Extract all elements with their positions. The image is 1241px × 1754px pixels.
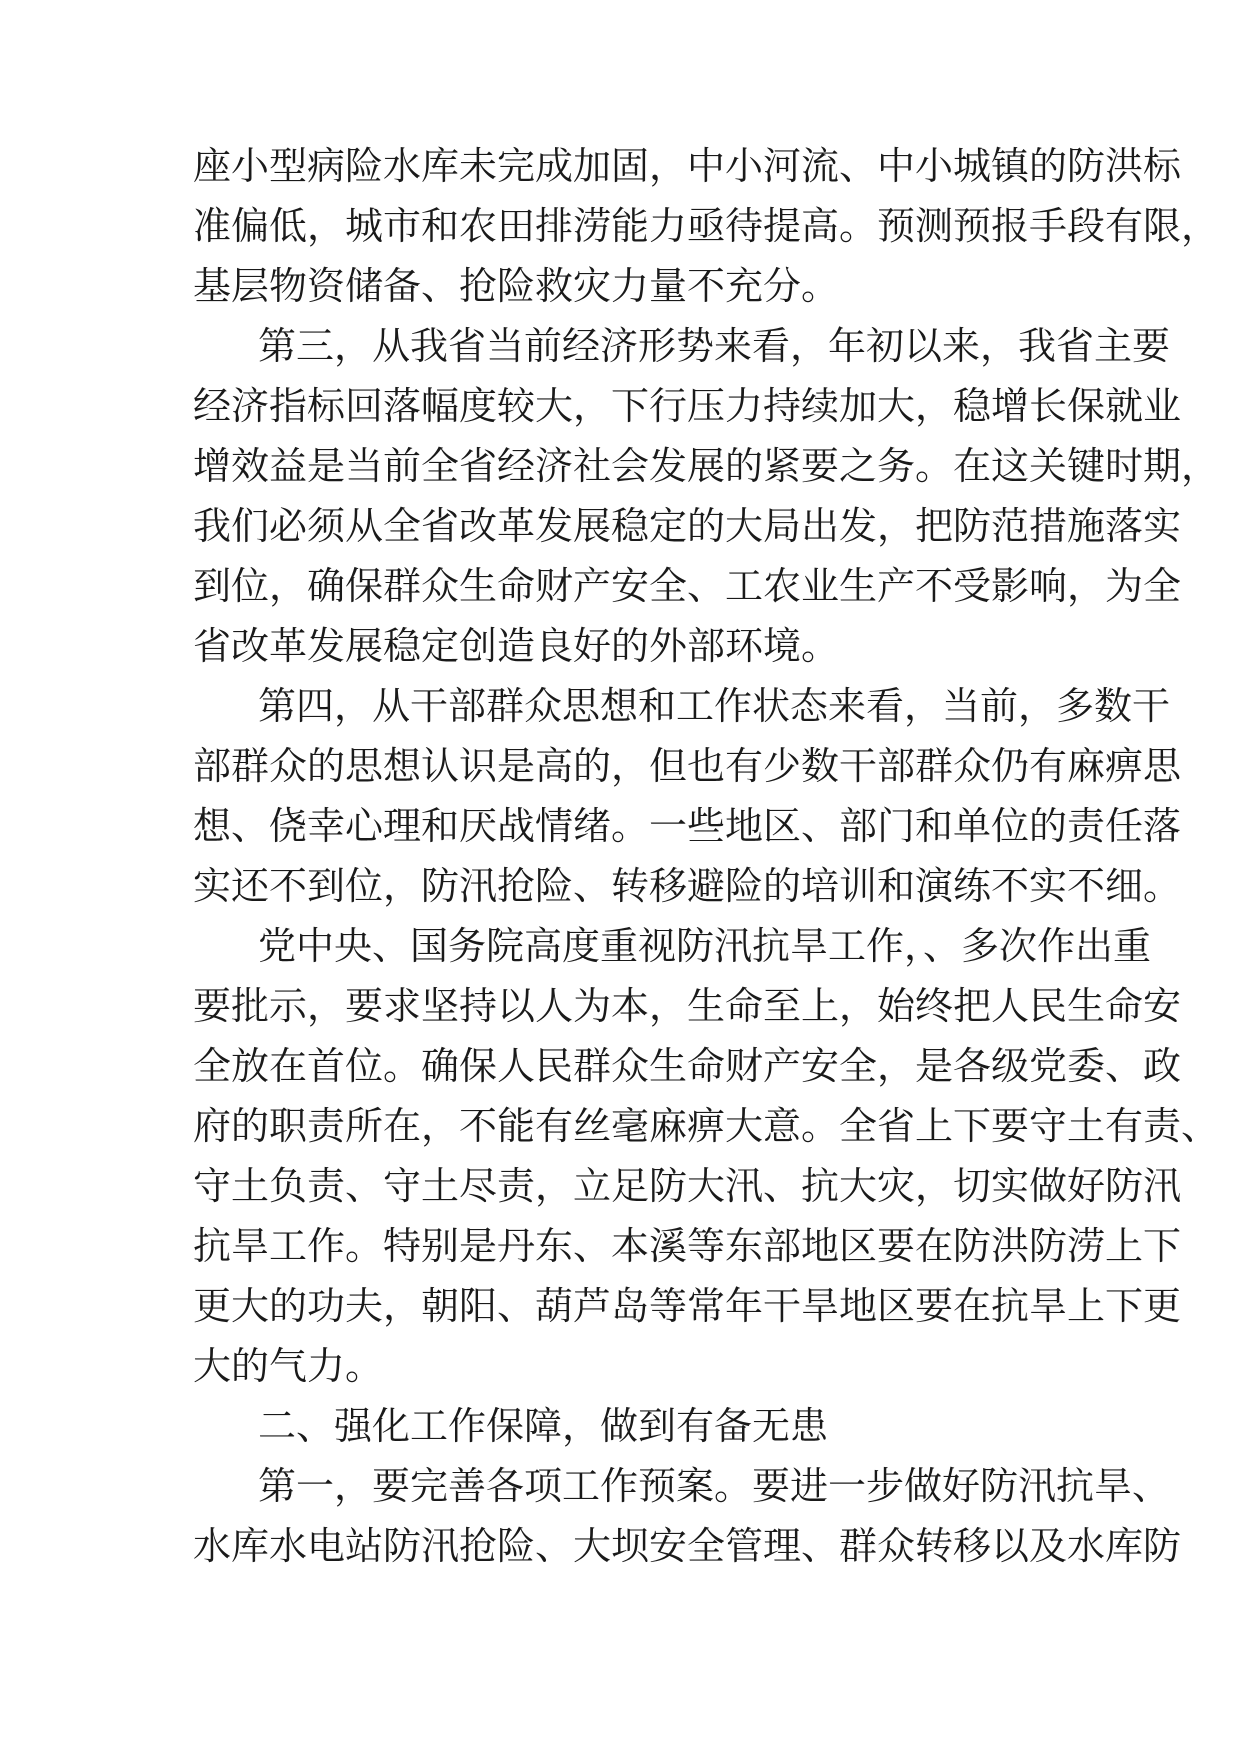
text-line: 全放在首位。确保人民群众生命财产安全，是各级党委、政 [193, 1044, 1182, 1088]
text-line: 守土负责、守土尽责，立足防大汛、抗大灾，切实做好防汛 [193, 1164, 1182, 1208]
paragraph-start-line: 党中央、国务院高度重视防汛抗旱工作，、多次作出重 [258, 924, 1152, 968]
text-line: 想、侥幸心理和厌战情绪。一些地区、部门和单位的责任落 [193, 804, 1182, 848]
text-line: 省改革发展稳定创造良好的外部环境。 [193, 624, 840, 668]
text-line: 要批示，要求坚持以人为本，生命至上，始终把人民生命安 [193, 984, 1182, 1028]
text-line: 抗旱工作。特别是丹东、本溪等东部地区要在防洪防涝上下 [193, 1224, 1182, 1268]
text-line: 实还不到位，防汛抢险、转移避险的培训和演练不实不细。 [193, 864, 1182, 908]
section-heading: 二、强化工作保障，做到有备无患 [258, 1404, 829, 1448]
text-line: 增效益是当前全省经济社会发展的紧要之务。在这关键时期， [193, 444, 1220, 488]
text-line: 经济指标回落幅度较大，下行压力持续加大，稳增长保就业 [193, 384, 1182, 428]
paragraph-start-line: 第四，从干部群众思想和工作状态来看，当前，多数干 [258, 684, 1171, 728]
text-line: 到位，确保群众生命财产安全、工农业生产不受影响，为全 [193, 564, 1182, 608]
text-line: 府的职责所在，不能有丝毫麻痹大意。全省上下要守土有责、 [193, 1104, 1220, 1148]
text-line: 水库水电站防汛抢险、大坝安全管理、群众转移以及水库防 [193, 1524, 1182, 1568]
text-line: 更大的功夫，朝阳、葫芦岛等常年干旱地区要在抗旱上下更 [193, 1284, 1182, 1328]
paragraph-start-line: 第三，从我省当前经济形势来看，年初以来，我省主要 [258, 324, 1171, 368]
text-line: 部群众的思想认识是高的，但也有少数干部群众仍有麻痹思 [193, 744, 1182, 788]
text-line: 我们必须从全省改革发展稳定的大局出发，把防范措施落实 [193, 504, 1182, 548]
text-line: 基层物资储备、抢险救灾力量不充分。 [193, 264, 840, 308]
text-line: 大的气力。 [193, 1344, 384, 1388]
text-line: 座小型病险水库未完成加固，中小河流、中小城镇的防洪标 [193, 144, 1182, 188]
paragraph-start-line: 第一，要完善各项工作预案。要进一步做好防汛抗旱、 [258, 1464, 1171, 1508]
text-line: 准偏低，城市和农田排涝能力亟待提高。预测预报手段有限， [193, 204, 1220, 248]
